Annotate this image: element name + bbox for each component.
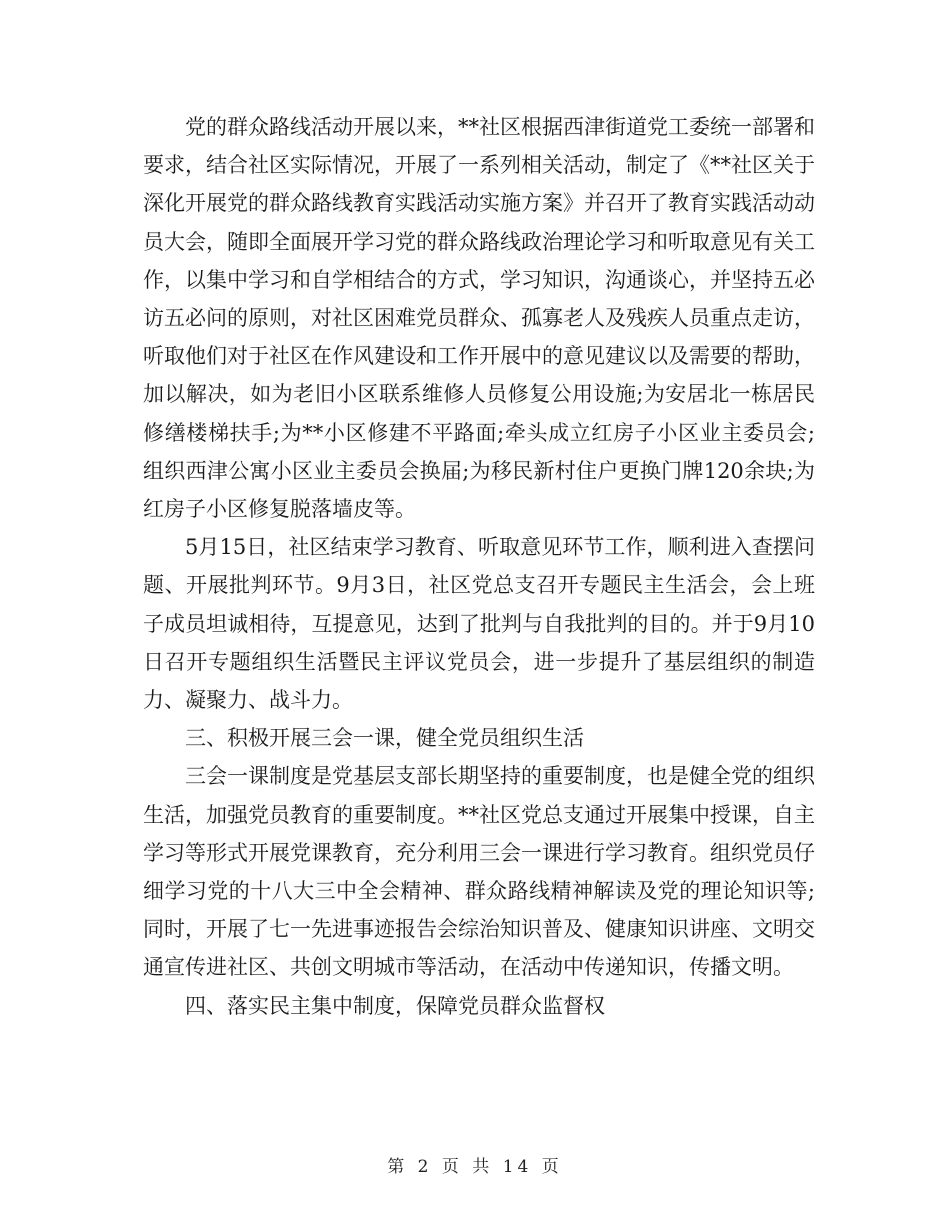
- page-number-footer: 第 2 页 共 14 页: [387, 1157, 563, 1177]
- paragraph-three-meetings: 三会一课制度是党基层支部长期坚持的重要制度，也是健全党的组织生活，加强党员教育的重要制度。**社区党总支通过开展集中授课，自主学习等形式开展党课教育，充分利用三会一课进行学习教育。组织党员仔细学习党的十八大三中全会精神、群众路线精神解读及党的理论知识等;同时，开展了七一先进事迹报告会综治知识普及、健康知识讲座、文明交通宣传进社区、共创文明城市等活动，在活动中传递知识，传播文明。: [143, 764, 815, 980]
- paragraph-criticism-stage: 5月15日，社区结束学习教育、听取意见环节工作，顺利进入查摆问题、开展批判环节。9月3日，社区党总支召开专题民主生活会，会上班子成员坦诚相待，互提意见，达到了批判与自我批判的目的。并于9月10日召开专题组织生活暨民主评议党员会，进一步提升了基层组织的制造力、凝聚力、战斗力。: [143, 535, 815, 713]
- paragraph-mass-line-activities: 党的群众路线活动开展以来，**社区根据西津街道党工委统一部署和要求，结合社区实际情况，开展了一系列相关活动，制定了《**社区关于深化开展党的群众路线教育实践活动实施方案》并召开了教育实践活动动员大会，随即全面展开学习党的群众路线政治理论学习和听取意见有关工作，以集中学习和自学相结合的方式，学习知识，沟通谈心，并坚持五必访五必问的原则，对社区困难党员群众、孤寡老人及残疾人员重点走访，听取他们对于社区在作风建设和工作开展中的意见建议以及需要的帮助，加以解决，如为老旧小区联系维修人员修复公用设施;为安居北一栋居民修缮楼梯扶手;为**小区修建不平路面;牵头成立红房子小区业主委员会;组织西津公寓小区业主委员会换届;为移民新村住户更换门牌120余块;为红房子小区修复脱落墙皮等。: [143, 115, 815, 522]
- document-body: [143, 108, 815, 1025]
- section-heading-four: 四、落实民主集中制度，保障党员群众监督权: [185, 993, 605, 1018]
- section-heading-three: 三、积极开展三会一课，健全党员组织生活: [185, 726, 584, 751]
